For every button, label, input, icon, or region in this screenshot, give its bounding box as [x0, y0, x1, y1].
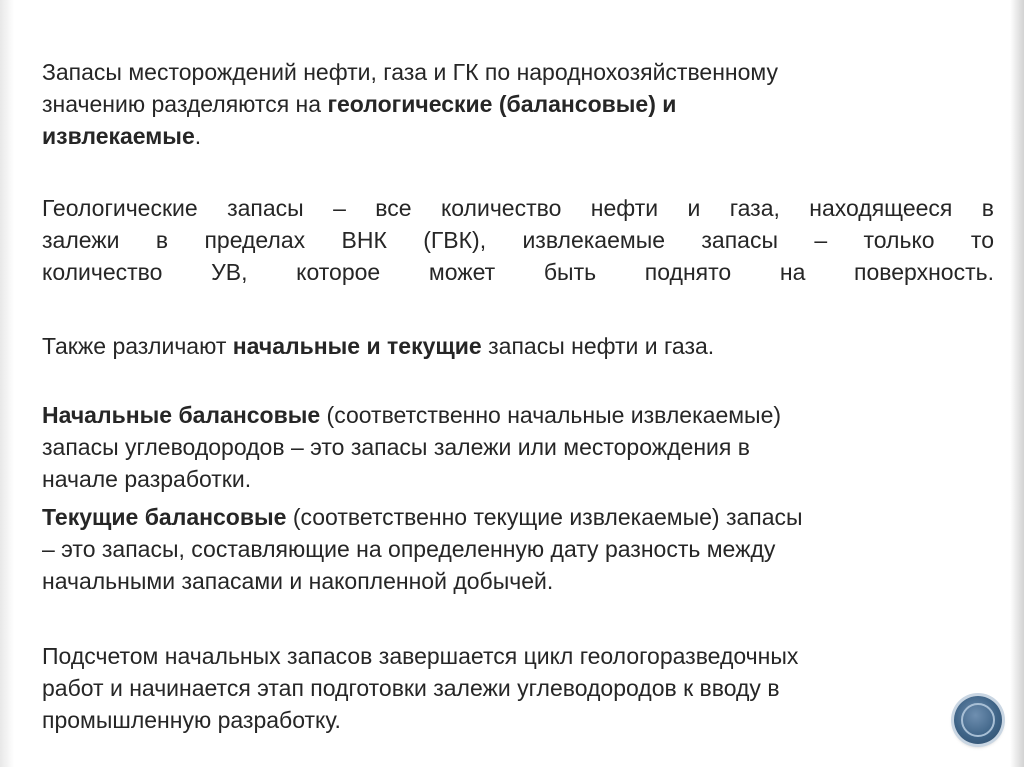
paragraph-initial-current: [42, 330, 942, 362]
paragraph-geological-reserves: [42, 192, 994, 288]
text-run: (соответственно текущие извлекаемые) запасы: [286, 504, 803, 530]
paragraph-line: [42, 501, 1002, 533]
bold-term: начальные и текущие: [232, 333, 482, 359]
paragraph-line: [42, 399, 982, 431]
bold-term: геологические (балансовые) и: [327, 91, 677, 117]
paragraph-initial-balance: [42, 399, 982, 495]
bold-term: извлекаемые: [42, 123, 195, 149]
circle-ring: [961, 703, 995, 737]
paragraph-line: – это запасы, составляющие на определенную дату разность между: [42, 536, 776, 562]
circle-logo-icon: [954, 696, 1002, 744]
paragraph-estimation-cycle: [42, 640, 1002, 736]
slide-edge-right: [1010, 0, 1024, 767]
slide-edge-left: [0, 0, 14, 767]
paragraph-line: [42, 56, 942, 88]
paragraph-line: [42, 120, 942, 152]
paragraph-line: количество УВ, которое может быть поднято на поверхность.: [42, 259, 994, 285]
text-run: (соответственно начальные извлекаемые): [320, 402, 782, 428]
paragraph-line: [42, 88, 942, 120]
paragraph-line: Подсчетом начальных запасов завершается цикл геологоразведочных: [42, 643, 799, 669]
text-run: запасы нефти и газа.: [481, 333, 715, 359]
paragraph-line: [42, 330, 942, 362]
bold-term: Текущие балансовые: [42, 504, 287, 530]
bold-term: Начальные балансовые: [42, 402, 321, 428]
text-run: .: [194, 123, 202, 149]
text-run: Запасы месторождений нефти, газа и ГК по народнохозяйственному: [42, 59, 778, 85]
paragraph-line: начале разработки.: [42, 466, 252, 492]
text-run: Также различают: [42, 333, 233, 359]
paragraph-reserves-classification: [42, 56, 942, 152]
paragraph-line: промышленную разработку.: [42, 707, 341, 733]
paragraph-current-balance: [42, 501, 1002, 597]
text-run: значению разделяются на: [42, 91, 328, 117]
paragraph-line: работ и начинается этап подготовки залежи углеводородов к вводу в: [42, 675, 780, 701]
paragraph-line: начальными запасами и накопленной добычей.: [42, 568, 554, 594]
paragraph-line: залежи в пределах ВНК (ГВК), извлекаемые запасы – только то: [42, 227, 994, 253]
paragraph-line: Геологические запасы – все количество нефти и газа, находящееся в: [42, 195, 994, 221]
paragraph-line: запасы углеводородов – это запасы залежи или месторождения в: [42, 434, 750, 460]
